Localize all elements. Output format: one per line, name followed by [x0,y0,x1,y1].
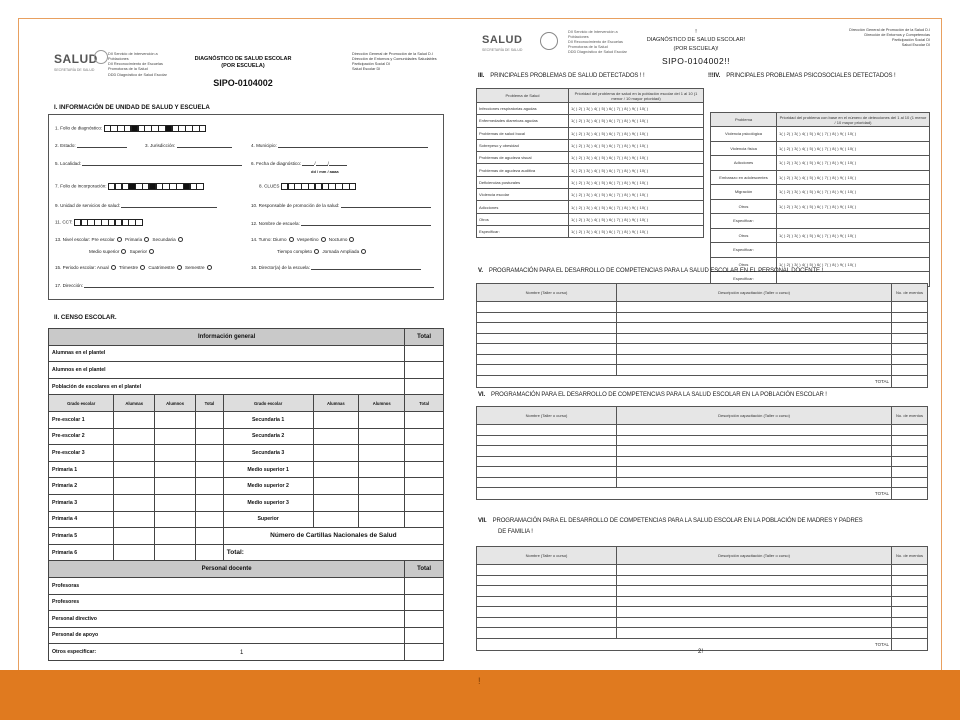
directorate-text: Dirección General de Promoción de la Salud D.I Dirección de Entornos y Competencias Participación Social DI Salud Escolar DI [849,28,930,47]
field-nivel-escolar-2[interactable]: Medio superior Superior [89,249,156,254]
table-row: Enfermedades diarreicas agudas 1( ) 2( ) 3( ) 4( ) 5( ) 6( ) 7( ) 8( ) 9( ) 10( ) [477,115,704,127]
radio-icon [207,265,212,270]
priority-scale[interactable]: 1( ) 2( ) 3( ) 4( ) 5( ) 6( ) 7( ) 8( ) 9( ) 10( ) [777,141,930,156]
left-page [40,38,450,658]
total-row: TOTAL [477,638,928,650]
seal-icon [540,32,558,50]
table-row [477,333,928,344]
prog-padres-table: Nombre (Taller o curso) Descripción capacitación (Taller o curso) No. de eventos TOTAL [476,546,928,651]
radio-icon [289,237,294,242]
field-director[interactable]: 16. Director(a) de la escuela: [251,265,421,270]
health-problems-table: Problema de Salud Prioridad del problema de salud en la población escolar del 1 al 10 (1 menor / 10 mayor prioridad) Infecciones respiratorias agudas 1( ) 2( ) 3( ) 4( ) 5( ) 6( ) 7( ) 8( ) 9( ) 10( ) Enfermedades diarreicas agudas 1( ) 2( ) 3( ) 4( ) 5( ) 6( ) 7( ) 8( ) 9( ) 10( ) Problemas de salud bucal 1( ) 2( ) 3( ) 4( ) 5( ) 6( ) 7( ) 8( ) 9( ) 10( ) Sobrepeso y obesidad 1( ) 2( ) 3( ) 4( ) 5( ) 6( ) 7( ) 8( ) 9( ) 10( ) Problemas de agudeza visual 1( ) 2( ) 3( ) 4( ) 5( ) 6( ) 7( ) 8( ) 9( ) 10( ) Problemas de agudeza auditiva 1( ) 2( ) 3( ) 4( ) 5( ) 6( ) 7( ) 8( ) 9( ) 10( ) Deficiencias posturales 1( ) 2( ) 3( ) 4( ) 5( ) 6( ) 7( ) 8( ) 9( ) 10( ) Violencia escolar 1( ) 2( ) 3( ) 4( ) 5( ) 6( ) 7( ) 8( ) 9( ) 10( ) Adicciones 1( ) 2( ) 3( ) 4( ) 5( ) 6( ) 7( ) 8( ) 9( ) 10( ) Otros 1( ) 2( ) 3( ) 4( ) 5( ) 6( ) 7( ) 8( ) 9( ) 10( ) Especificar: 1( ) 2( ) 3( ) 4( ) 5( ) 6( ) 7( ) 8( ) 9( ) 10( ) [476,88,704,238]
agency-text: DII Servicio de Intervención a Poblaciones DII Reconocimiento de Escuelas Promotoras de la Salud DDD Diagnóstico de Salud Escolar [108,52,167,77]
field-turno-2[interactable]: Tiempo completo Jornada Ampliada [277,249,368,254]
priority-scale[interactable]: 1( ) 2( ) 3( ) 4( ) 5( ) 6( ) 7( ) 8( ) 9( ) 10( ) [777,127,930,142]
table-row: Otros 1( ) 2( ) 3( ) 4( ) 5( ) 6( ) 7( ) 8( ) 9( ) 10( ) [711,199,930,214]
priority-scale[interactable]: 1( ) 2( ) 3( ) 4( ) 5( ) 6( ) 7( ) 8( ) 9( ) 10( ) [777,199,930,214]
table-row: Problemas de agudeza auditiva 1( ) 2( ) 3( ) 4( ) 5( ) 6( ) 7( ) 8( ) 9( ) 10( ) [477,164,704,176]
info-general-header: Información general [49,329,405,346]
salud-logo: SALUD [482,34,523,46]
frame-right-line [941,18,942,670]
table-row: Especificar: [711,272,930,287]
document-title: DIAGNÓSTICO DE SALUD ESCOLAR (POR ESCUELA) [194,56,292,70]
table-row: Adicciones 1( ) 2( ) 3( ) 4( ) 5( ) 6( ) 7( ) 8( ) 9( ) 10( ) [477,201,704,213]
document-code: SIPO-0104002!! [662,56,730,66]
field-cct[interactable]: 11. CCT: [55,219,142,226]
field-periodo[interactable]: 15. Periodo escolar: Anual Trimestre Cuatrimestre Semestre [55,265,214,270]
table-row: Otros 1( ) 2( ) 3( ) 4( ) 5( ) 6( ) 7( ) 8( ) 9( ) 10( ) [711,257,930,272]
table-row [477,586,928,597]
radio-icon [149,249,154,254]
grade-header-row: Grado escolar Alumnas Alumnos Total Grado escolar Alumnas Alumnos Total [49,395,444,412]
priority-scale[interactable]: 1( ) 2( ) 3( ) 4( ) 5( ) 6( ) 7( ) 8( ) 9( ) 10( ) [569,213,704,225]
seal-icon [94,50,108,64]
personal-docente-header: Personal docente [49,561,405,578]
priority-scale[interactable]: 1( ) 2( ) 3( ) 4( ) 5( ) 6( ) 7( ) 8( ) 9( ) 10( ) [777,156,930,171]
table-row: Infecciones respiratorias agudas 1( ) 2( ) 3( ) 4( ) 5( ) 6( ) 7( ) 8( ) 9( ) 10( ) [477,103,704,115]
section-title-4: !!!IV. PRINCIPALES PROBLEMAS PSICOSOCIALES DETECTADOS ! [708,73,896,79]
table-row: Violencia física 1( ) 2( ) 3( ) 4( ) 5( ) 6( ) 7( ) 8( ) 9( ) 10( ) [711,141,930,156]
priority-scale[interactable]: 1( ) 2( ) 3( ) 4( ) 5( ) 6( ) 7( ) 8( ) 9( ) 10( ) [569,127,704,139]
frame-top-line [18,18,942,19]
table-row [477,596,928,607]
prog-escolar-table: Nombre (Taller o curso) Descripción capacitación (Taller o curso) No. de eventos TOTAL [476,406,928,500]
table-row [477,354,928,365]
field-unidad[interactable]: 9. Unidad de servicios de salud: [55,203,217,208]
radio-icon [314,249,319,254]
field-clues[interactable]: 8. CLUES [259,183,356,190]
salud-logo: SALUD [54,52,98,66]
salud-logo-sub: SECRETARÍA DE SALUD [482,48,523,52]
priority-scale[interactable]: 1( ) 2( ) 3( ) 4( ) 5( ) 6( ) 7( ) 8( ) 9( ) 10( ) [569,164,704,176]
directorate-text: Dirección General de Promoción de la Salud D.I Dirección de Entornos y Comunidades Saludables Participación Social DI Salud Escolar DI [352,52,437,72]
table-row: Especificar: [711,243,930,258]
table-row: Problemas de agudeza visual 1( ) 2( ) 3( ) 4( ) 5( ) 6( ) 7( ) 8( ) 9( ) 10( ) [477,152,704,164]
priority-scale[interactable]: 1( ) 2( ) 3( ) 4( ) 5( ) 6( ) 7( ) 8( ) 9( ) 10( ) [569,201,704,213]
left-header [40,38,450,96]
prog-docente-table: Nombre (Taller o curso) Descripción capacitación (Taller o curso) No. de eventos TOTAL [476,283,928,388]
table-row [477,312,928,323]
fecha-format: dd / mm / aaaa [311,169,339,174]
field-nivel-escolar[interactable]: 13. Nivel escolar: Pre escolar Primaria Secundaria [55,237,185,242]
section-title-6: VI. PROGRAMACIÓN PARA EL DESARROLLO DE COMPETENCIAS PARA LA SALUD ESCOLAR EN LA POBLACIÓN ESCOLAR ! [478,392,827,398]
frame-left-line [18,18,19,670]
table-row [477,302,928,313]
right-page [476,24,930,660]
total-row: TOTAL [477,488,928,500]
priority-scale[interactable]: 1( ) 2( ) 3( ) 4( ) 5( ) 6( ) 7( ) 8( ) 9( ) 10( ) [569,189,704,201]
field-turno[interactable]: 14. Turno: Diurno Vespertino Nocturno [251,237,356,242]
table-row: Migración 1( ) 2( ) 3( ) 4( ) 5( ) 6( ) 7( ) 8( ) 9( ) 10( ) [711,185,930,200]
section-title-3: III. PRINCIPALES PROBLEMAS DE SALUD DETECTADOS ! ! [478,73,645,79]
footer-mark: ! [478,676,481,686]
priority-scale[interactable]: 1( ) 2( ) 3( ) 4( ) 5( ) 6( ) 7( ) 8( ) 9( ) 10( ) [569,139,704,151]
priority-scale[interactable]: 1( ) 2( ) 3( ) 4( ) 5( ) 6( ) 7( ) 8( ) 9( ) 10( ) [569,176,704,188]
psychosocial-problems-table: Problema Prioridad del problema con base en el número de detecciones del 1 al 10 (1 menor / 10 mayor prioridad) Violencia psicológica 1( ) 2( ) 3( ) 4( ) 5( ) 6( ) 7( ) 8( ) 9( ) 10( ) Violencia física 1( ) 2( ) 3( ) 4( ) 5( ) 6( ) 7( ) 8( ) 9( ) 10( ) Adicciones 1( ) 2( ) 3( ) 4( ) 5( ) 6( ) 7( ) 8( ) 9( ) 10( ) Embarazo en adolescentes 1( ) 2( ) 3( ) 4( ) 5( ) 6( ) 7( ) 8( ) 9( ) 10( ) Migración 1( ) 2( ) 3( ) 4( ) 5( ) 6( ) 7( ) 8( ) 9( ) 10( ) Otros 1( ) 2( ) 3( ) 4( ) 5( ) 6( ) 7( ) 8( ) 9( ) 10( ) Especificar: Otros 1( ) 2( ) 3( ) 4( ) 5( ) 6( ) 7( ) 8( ) 9( ) 10( ) Especificar: Otros 1( ) 2( ) 3( ) 4( ) 5( ) 6( ) 7( ) 8( ) 9( ) 10( ) Especificar: [710,112,930,287]
table-row [477,435,928,446]
radio-icon [178,237,183,242]
table-row: Otros 1( ) 2( ) 3( ) 4( ) 5( ) 6( ) 7( ) 8( ) 9( ) 10( ) [477,213,704,225]
agency-text: DII Servicio de Intervención a Poblaciones DII Reconocimiento de Escuelas Promotoras de la Salud DDD Diagnóstico de Salud Escolar [568,30,627,54]
section-title-1: I. INFORMACIÓN DE UNIDAD DE SALUD Y ESCUELA [54,104,210,111]
table-row: Sobrepeso y obesidad 1( ) 2( ) 3( ) 4( ) 5( ) 6( ) 7( ) 8( ) 9( ) 10( ) [477,139,704,151]
radio-icon [121,249,126,254]
table-row: Problemas de salud bucal 1( ) 2( ) 3( ) 4( ) 5( ) 6( ) 7( ) 8( ) 9( ) 10( ) [477,127,704,139]
radio-icon [140,265,145,270]
section-title-7: VII. PROGRAMACIÓN PARA EL DESARROLLO DE COMPETENCIAS PARA LA SALUD ESCOLAR EN LA POBLACIÓN DE MADRES Y PADRES [478,518,863,524]
table-row [477,425,928,436]
table-row [477,323,928,334]
radio-icon [321,237,326,242]
priority-scale[interactable]: 1( ) 2( ) 3( ) 4( ) 5( ) 6( ) 7( ) 8( ) 9( ) 10( ) [569,152,704,164]
page-number-2: 2! [698,649,704,655]
table-row [477,628,928,639]
section-title-2: II. CENSO ESCOLAR. [54,314,117,321]
table-row [477,617,928,628]
field-folio-diagnostico[interactable]: 1. Folio de diagnóstico: [55,125,206,132]
radio-icon [117,237,122,242]
table-row: Violencia psicológica 1( ) 2( ) 3( ) 4( ) 5( ) 6( ) 7( ) 8( ) 9( ) 10( ) [711,127,930,142]
priority-scale[interactable]: 1( ) 2( ) 3( ) 4( ) 5( ) 6( ) 7( ) 8( ) 9( ) 10( ) [777,185,930,200]
priority-scale[interactable]: 1( ) 2( ) 3( ) 4( ) 5( ) 6( ) 7( ) 8( ) 9( ) 10( ) [569,115,704,127]
document-title: ! DIAGNÓSTICO DE SALUD ESCOLAR! (POR ESCUELA)! [646,29,746,52]
field-direccion[interactable]: 17. Dirección: [55,283,434,288]
table-row: Especificar: [711,214,930,229]
table-row: Embarazo en adolescentes 1( ) 2( ) 3( ) 4( ) 5( ) 6( ) 7( ) 8( ) 9( ) 10( ) [711,170,930,185]
field-municipio[interactable]: 4. Municipio: [251,143,428,148]
priority-scale[interactable]: 1( ) 2( ) 3( ) 4( ) 5( ) 6( ) 7( ) 8( ) 9( ) 10( ) [569,103,704,115]
table-row: Especificar: 1( ) 2( ) 3( ) 4( ) 5( ) 6( ) 7( ) 8( ) 9( ) 10( ) [477,225,704,237]
field-localidad[interactable]: 5. Localidad: [55,161,242,166]
salud-logo-sub: SECRETARÍA DE SALUD [54,68,95,72]
section-title-7b: DE FAMILIA ! [498,529,533,535]
table-row [477,575,928,586]
table-row [477,607,928,618]
table-row [477,565,928,576]
cartillas-label: Número de Cartillas Nacionales de Salud [223,528,443,545]
radio-icon [144,237,149,242]
field-fecha[interactable]: 6. Fecha de diagnóstico: / / [251,161,347,166]
censo-table: Información general Total Alumnas en el plantel Alumnos en el plantel Población de escolares en el plantel Grado escolar Alumnas Alumnos Total Grado escolar Alumnas Alumnos Total Pre-escolar 1 Secundaria 1 Pre-escolar 2 Secundaria 2 Pre-escolar 3 Secundaria 3 Primaria 1 Medio superior 1 Primaria 2 Medio superior 2 Primaria 3 Medio superior 3 Primaria 4 Superior Primaria 5 Número de Cartillas Nacionales de Salud Primaria 6 Total: Personal docente Total Profesoras Profesores Personal directivo Personal de apoyo Otros especificar: [48,328,444,661]
field-estado[interactable]: 2. Estado: [55,143,127,148]
radio-icon [111,265,116,270]
table-row [477,446,928,457]
priority-scale[interactable]: 1( ) 2( ) 3( ) 4( ) 5( ) 6( ) 7( ) 8( ) 9( ) 10( ) [777,257,930,272]
field-nombre-escuela[interactable]: 12. Nombre de escuela: [251,221,431,226]
radio-icon [349,237,354,242]
section-title-5: V. PROGRAMACIÓN PARA EL DESARROLLO DE COMPETENCIAS PARA LA SALUD ESCOLAR EN EL PERSONAL DOCENTE ! [478,268,824,274]
radio-icon [361,249,366,254]
table-row: Deficiencias posturales 1( ) 2( ) 3( ) 4( ) 5( ) 6( ) 7( ) 8( ) 9( ) 10( ) [477,176,704,188]
field-folio-incorporacion[interactable]: 7. Folio de incorporación: [55,183,203,190]
total-row: TOTAL [477,375,928,387]
document-code: SIPO-0104002 [213,78,273,88]
table-row [477,344,928,355]
field-jurisdiccion[interactable]: 3. Jurisdicción: [145,143,232,148]
table-row [477,467,928,478]
table-row: Adicciones 1( ) 2( ) 3( ) 4( ) 5( ) 6( ) 7( ) 8( ) 9( ) 10( ) [711,156,930,171]
priority-scale[interactable]: 1( ) 2( ) 3( ) 4( ) 5( ) 6( ) 7( ) 8( ) 9( ) 10( ) [777,170,930,185]
folio-cells [104,125,206,132]
table-row [477,456,928,467]
school-info-form [48,114,444,300]
table-row: Otros 1( ) 2( ) 3( ) 4( ) 5( ) 6( ) 7( ) 8( ) 9( ) 10( ) [711,228,930,243]
priority-scale[interactable]: 1( ) 2( ) 3( ) 4( ) 5( ) 6( ) 7( ) 8( ) 9( ) 10( ) [569,225,704,237]
priority-scale[interactable]: 1( ) 2( ) 3( ) 4( ) 5( ) 6( ) 7( ) 8( ) 9( ) 10( ) [777,228,930,243]
page-number-1: 1 [240,650,244,656]
table-row [477,365,928,376]
table-row [477,477,928,488]
field-responsable[interactable]: 10. Responsable de promoción de la salud: [251,203,431,208]
radio-icon [177,265,182,270]
table-row: Violencia escolar 1( ) 2( ) 3( ) 4( ) 5( ) 6( ) 7( ) 8( ) 9( ) 10( ) [477,189,704,201]
